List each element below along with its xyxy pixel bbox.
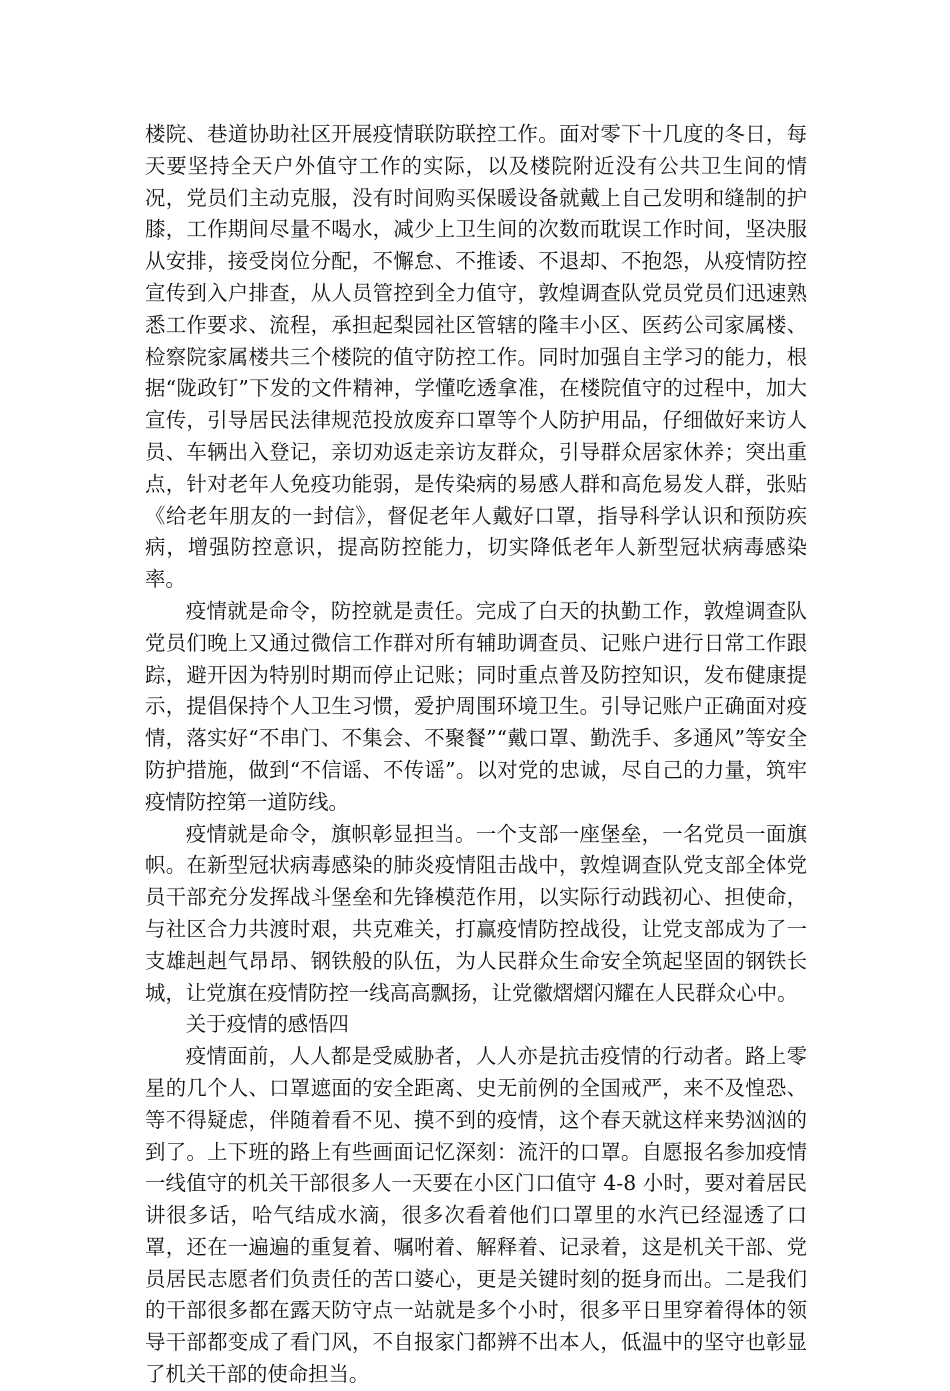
paragraph-duty: 疫情就是命令，防控就是责任。完成了白天的执勤工作，敦煌调查队党员们晚上又通过微信工作群对所有辅助调查员、记账户进行日常工作跟踪，避开因为特别时期而停止记账；同时重点普及防控知识，发布健康提示，提倡保持个人卫生习惯，爱护周围环境卫生。引导记账户正确面对疫情，落实好“不串门、不集会、不聚餐”“戴口罩、勤洗手、多通风”等安全防护措施，做到“不信谣、不传谣”。以对党的忠诚，尽自己的力量，筑牢疫情防控第一道防线。	[145, 598, 807, 814]
section-heading: 关于疫情的感悟四	[185, 1012, 349, 1037]
document-body	[145, 119, 807, 1391]
paragraph-flag: 疫情就是命令，旗帜彰显担当。一个支部一座堡垒，一名党员一面旗帜。在新型冠状病毒感染的肺炎疫情阻击战中，敦煌调查队党支部全体党员干部充分发挥战斗堡垒和先锋模范作用，以实际行动践初心、担使命，与社区合力共渡时艰，共克难关，打赢疫情防控战役，让党支部成为了一支雄赳赳气昂昂、钢铁般的队伍，为人民群众生命安全筑起坚固的钢铁长城，让党旗在疫情防控一线高高飘扬，让党徽熠熠闪耀在人民群众心中。	[145, 821, 807, 1005]
paragraph-continuation: 楼院、巷道协助社区开展疫情联防联控工作。面对零下十几度的冬日，每天要坚持全天户外值守工作的实际，以及楼院附近没有公共卫生间的情况，党员们主动克服，没有时间购买保暖设备就戴上自己发明和缝制的护膝，工作期间尽量不喝水，减少上卫生间的次数而耽误工作时间，坚决服从安排，接受岗位分配，不懈怠、不推诿、不退却、不抱怨，从疫情防控宣传到入户排查，从人员管控到全力值守，敦煌调查队党员党员们迅速熟悉工作要求、流程，承担起梨园社区管辖的隆丰小区、医药公司家属楼、检察院家属楼共三个楼院的值守防控工作。同时加强自主学习的能力，根据“陇政钉”下发的文件精神，学懂吃透拿准，在楼院值守的过程中，加大宣传，引导居民法律规范投放废弃口罩等个人防护用品，仔细做好来访人员、车辆出入登记，亲切劝返走亲访友群众，引导群众居家休养；突出重点，针对老年人免疫功能弱，是传染病的易感人群和高危易发人群，张贴《给老年朋友的一封信》，督促老年人戴好口罩，指导科学认识和预防疾病，增强防控意识，提高防控能力，切实降低老年人新型冠状病毒感染率。	[145, 122, 807, 592]
paragraph-reflection: 疫情面前，人人都是受威胁者，人人亦是抗击疫情的行动者。路上零星的几个人、口罩遮面的安全距离、史无前例的全国戒严，来不及惶恐、等不得疑虑，伴随着看不见、摸不到的疫情，这个春天就这样来势汹汹的到了。上下班的路上有些画面记忆深刻：流汗的口罩。自愿报名参加疫情一线值守的机关干部很多人一天要在小区门口值守 4-8 小时，要对着居民讲很多话，哈气结成水滴，很多次看着他们口罩里的水汽已经湿透了口罩，还在一遍遍的重复着、嘱咐着、解释着、记录着，这是机关干部、党员居民志愿者们负责任的苦口婆心，更是关键时刻的挺身而出。二是我们的干部很多都在露天防守点一站就是多个小时，很多平日里穿着得体的领导干部都变成了看门风，不自报家门都辨不出本人，低温中的坚守也彰显了机关干部的使命担当。	[145, 1044, 807, 1387]
